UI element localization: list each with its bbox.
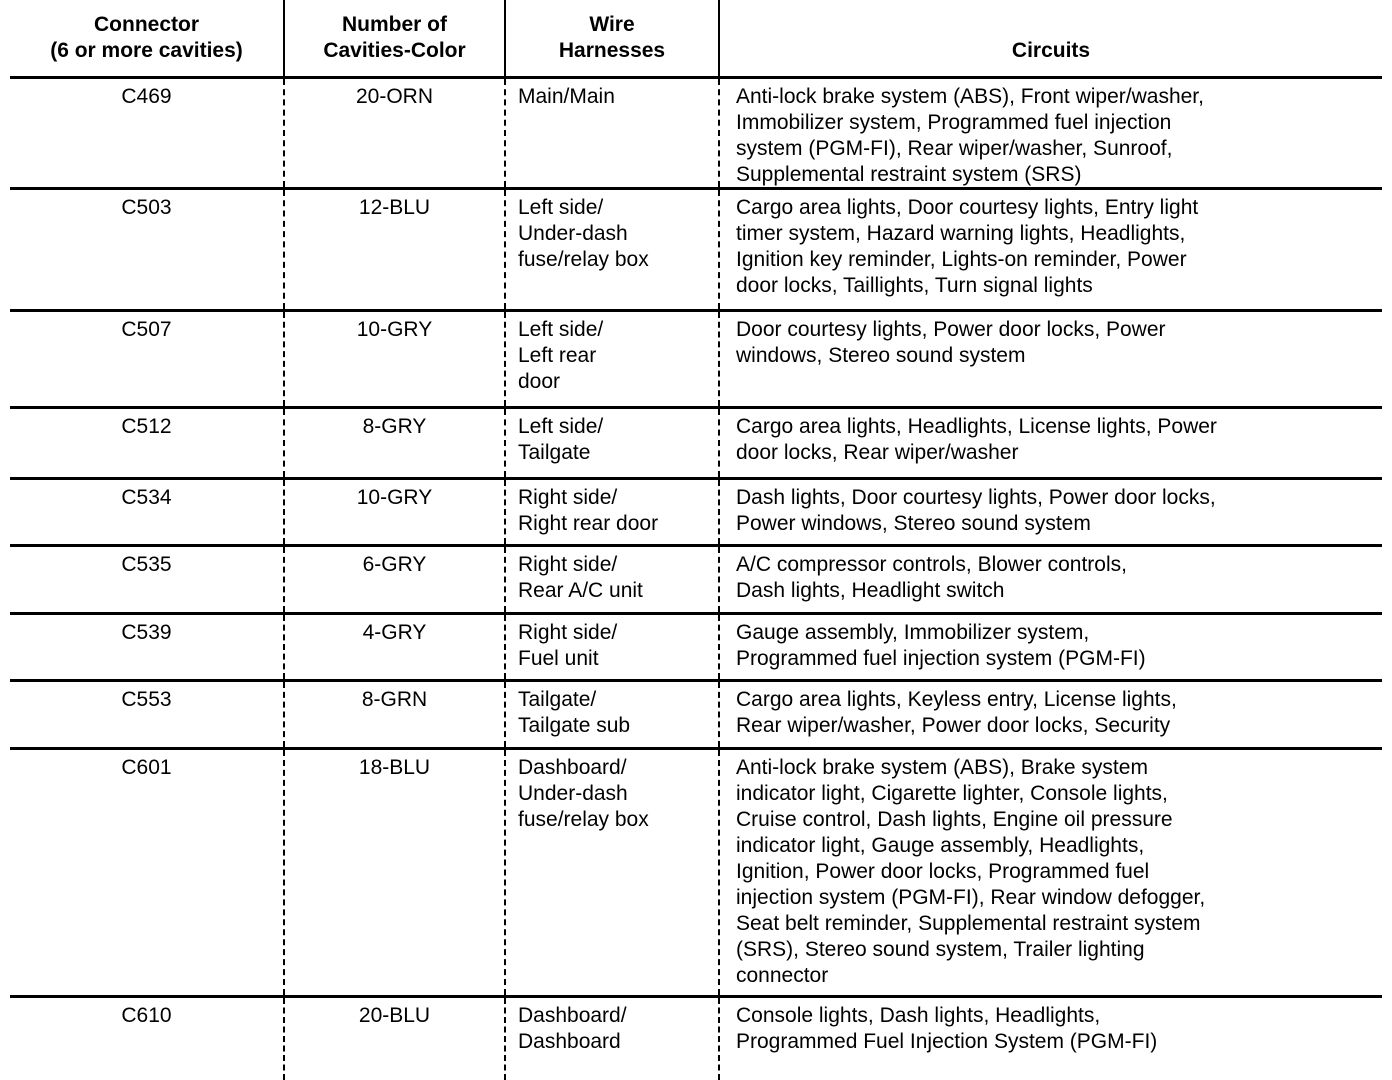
header-harness-line2: Harnesses <box>558 39 666 62</box>
circuits-cell-line: Supplemental restraint system (SRS) <box>736 163 1082 186</box>
table-body <box>10 79 1382 1080</box>
table-row <box>10 480 1382 547</box>
circuits-cell-line: Cargo area lights, Headlights, License lights, Power <box>736 415 1217 438</box>
cavities-color-cell <box>283 750 504 995</box>
circuits-cell-line: connector <box>736 964 829 987</box>
connector-cell-line: C610 <box>121 1004 172 1027</box>
wire-harness-cell-line: Rear A/C unit <box>518 579 643 602</box>
connector-cell-line: C503 <box>121 196 172 219</box>
wire-harness-cell-line: Dashboard/ <box>518 756 627 779</box>
circuits-cell <box>718 682 1382 747</box>
wire-harness-cell-line: Tailgate <box>518 441 591 464</box>
circuits-cell-line: Cargo area lights, Door courtesy lights, Entry light <box>736 196 1199 219</box>
circuits-cell-line: Cruise control, Dash lights, Engine oil pressure <box>736 808 1173 831</box>
circuits-cell-line: Seat belt reminder, Supplemental restraint system <box>736 912 1201 935</box>
header-cavities-line1: Number of <box>342 13 447 36</box>
circuits-cell-line: Programmed fuel injection system (PGM-FI) <box>736 647 1146 670</box>
cavities-color-cell <box>283 190 504 309</box>
wire-harness-cell-line: Under-dash <box>518 782 628 805</box>
table-row <box>10 409 1382 480</box>
cavities-color-cell <box>283 79 504 187</box>
connector-cell <box>10 682 283 747</box>
connector-cell <box>10 190 283 309</box>
header-connector <box>10 0 283 76</box>
cavities-color-cell <box>283 312 504 406</box>
circuits-cell-line: system (PGM-FI), Rear wiper/washer, Sunroof, <box>736 137 1173 160</box>
connector-cell-line: C469 <box>121 85 172 108</box>
wire-harness-cell-line: Right rear door <box>518 512 659 535</box>
circuits-cell-line: Rear wiper/washer, Power door locks, Security <box>736 714 1171 737</box>
wire-harness-cell-line: Left side/ <box>518 415 604 438</box>
cavities-color-cell-line: 10-GRY <box>356 486 433 509</box>
connector-cell <box>10 312 283 406</box>
connector-cell-line: C507 <box>121 318 172 341</box>
wire-harness-cell <box>504 79 718 187</box>
connector-cell-line: C534 <box>121 486 172 509</box>
wire-harness-cell-line: Left side/ <box>518 196 604 219</box>
cavities-color-cell-line: 10-GRY <box>356 318 433 341</box>
header-harness-line1: Wire <box>589 13 635 36</box>
header-cavities-line2: Cavities-Color <box>323 39 466 62</box>
circuits-cell-line: Dash lights, Door courtesy lights, Power door locks, <box>736 486 1216 509</box>
circuits-cell-line: Door courtesy lights, Power door locks, Power <box>736 318 1166 341</box>
cavities-color-cell-line: 20-ORN <box>355 85 434 108</box>
table-header <box>10 0 1382 79</box>
wire-harness-cell-line: fuse/relay box <box>518 248 649 271</box>
circuits-cell-line: Console lights, Dash lights, Headlights, <box>736 1004 1101 1027</box>
cavities-color-cell-line: 18-BLU <box>358 756 431 779</box>
connector-cell-line: C553 <box>121 688 172 711</box>
wire-harness-cell-line: Main/Main <box>518 85 615 108</box>
circuits-cell-line: (SRS), Stereo sound system, Trailer lighting <box>736 938 1145 961</box>
wire-harness-cell-line: Tailgate sub <box>518 714 631 737</box>
circuits-cell-line: timer system, Hazard warning lights, Headlights, <box>736 222 1186 245</box>
wire-harness-cell-line: Dashboard <box>518 1030 621 1053</box>
cavities-color-cell-line: 20-BLU <box>358 1004 431 1027</box>
table-row <box>10 682 1382 750</box>
wire-harness-cell-line: Under-dash <box>518 222 628 245</box>
cavities-color-cell-line: 8-GRY <box>362 415 427 438</box>
cavities-color-cell <box>283 615 504 679</box>
circuits-cell-line: Power windows, Stereo sound system <box>736 512 1091 535</box>
circuits-cell-line: Cargo area lights, Keyless entry, License lights, <box>736 688 1177 711</box>
connector-cell-line: C535 <box>121 553 172 576</box>
circuits-cell <box>718 190 1382 309</box>
wire-harness-cell-line: door <box>518 370 561 393</box>
circuits-cell <box>718 312 1382 406</box>
circuits-cell <box>718 409 1382 477</box>
table-row <box>10 615 1382 682</box>
wire-harness-cell-line: Left side/ <box>518 318 604 341</box>
circuits-cell <box>718 998 1382 1080</box>
wire-harness-cell <box>504 615 718 679</box>
header-circuits-label: Circuits <box>1011 39 1091 62</box>
wire-harness-cell-line: Tailgate/ <box>518 688 597 711</box>
circuits-cell-line: indicator light, Cigarette lighter, Console lights, <box>736 782 1168 805</box>
circuits-cell-line: Anti-lock brake system (ABS), Brake system <box>736 756 1148 779</box>
wire-harness-cell <box>504 312 718 406</box>
table-row <box>10 190 1382 312</box>
table-row <box>10 547 1382 615</box>
wire-harness-cell-line: Right side/ <box>518 553 618 576</box>
wire-harness-cell <box>504 998 718 1080</box>
circuits-cell <box>718 750 1382 995</box>
wire-harness-cell-line: Right side/ <box>518 486 618 509</box>
connector-cell <box>10 79 283 187</box>
circuits-cell-line: Anti-lock brake system (ABS), Front wiper/washer, <box>736 85 1204 108</box>
connector-cell-line: C601 <box>121 756 172 779</box>
wire-harness-cell <box>504 750 718 995</box>
cavities-color-cell <box>283 682 504 747</box>
cavities-color-cell-line: 8-GRN <box>361 688 428 711</box>
header-circuits <box>718 0 1382 76</box>
connector-cell <box>10 480 283 544</box>
circuits-cell-line: windows, Stereo sound system <box>736 344 1026 367</box>
circuits-cell-line: door locks, Taillights, Turn signal lights <box>736 274 1093 297</box>
circuits-cell <box>718 79 1382 187</box>
cavities-color-cell <box>283 547 504 612</box>
circuits-cell-line: Ignition, Power door locks, Programmed fuel <box>736 860 1150 883</box>
circuits-cell-line: Ignition key reminder, Lights-on reminder, Power <box>736 248 1187 271</box>
header-connector-line2: (6 or more cavities) <box>50 39 243 62</box>
wire-harness-cell-line: Dashboard/ <box>518 1004 627 1027</box>
cavities-color-cell <box>283 480 504 544</box>
connector-cell-line: C539 <box>121 621 172 644</box>
circuits-cell <box>718 480 1382 544</box>
wire-harness-cell <box>504 480 718 544</box>
connector-cell <box>10 615 283 679</box>
circuits-cell-line: injection system (PGM-FI), Rear window defogger, <box>736 886 1206 909</box>
header-cavities <box>283 0 504 76</box>
connector-cell <box>10 750 283 995</box>
cavities-color-cell-line: 12-BLU <box>358 196 431 219</box>
cavities-color-cell <box>283 409 504 477</box>
circuits-cell-line: A/C compressor controls, Blower controls, <box>736 553 1127 576</box>
cavities-color-cell-line: 4-GRY <box>362 621 427 644</box>
header-harness <box>504 0 718 76</box>
wire-harness-cell <box>504 409 718 477</box>
circuits-cell <box>718 547 1382 612</box>
connector-cell <box>10 409 283 477</box>
circuits-cell-line: Programmed Fuel Injection System (PGM-FI) <box>736 1030 1158 1053</box>
table-row <box>10 750 1382 998</box>
circuits-cell-line: door locks, Rear wiper/washer <box>736 441 1019 464</box>
header-connector-line1: Connector <box>94 13 199 36</box>
wire-harness-cell <box>504 682 718 747</box>
circuits-cell-line: Dash lights, Headlight switch <box>736 579 1005 602</box>
table-row <box>10 312 1382 409</box>
cavities-color-cell <box>283 998 504 1080</box>
wire-harness-cell-line: Right side/ <box>518 621 618 644</box>
circuits-cell <box>718 615 1382 679</box>
circuits-cell-line: Gauge assembly, Immobilizer system, <box>736 621 1090 644</box>
cavities-color-cell-line: 6-GRY <box>362 553 427 576</box>
connector-cell <box>10 547 283 612</box>
wire-harness-cell-line: fuse/relay box <box>518 808 649 831</box>
wire-harness-cell <box>504 190 718 309</box>
connector-cell <box>10 998 283 1080</box>
circuits-cell-line: Immobilizer system, Programmed fuel injection <box>736 111 1172 134</box>
connector-table <box>10 0 1382 1080</box>
wire-harness-cell-line: Fuel unit <box>518 647 599 670</box>
connector-cell-line: C512 <box>121 415 172 438</box>
circuits-cell-line: indicator light, Gauge assembly, Headlights, <box>736 834 1145 857</box>
table-row <box>10 998 1382 1080</box>
table-row <box>10 79 1382 190</box>
wire-harness-cell <box>504 547 718 612</box>
wire-harness-cell-line: Left rear <box>518 344 597 367</box>
